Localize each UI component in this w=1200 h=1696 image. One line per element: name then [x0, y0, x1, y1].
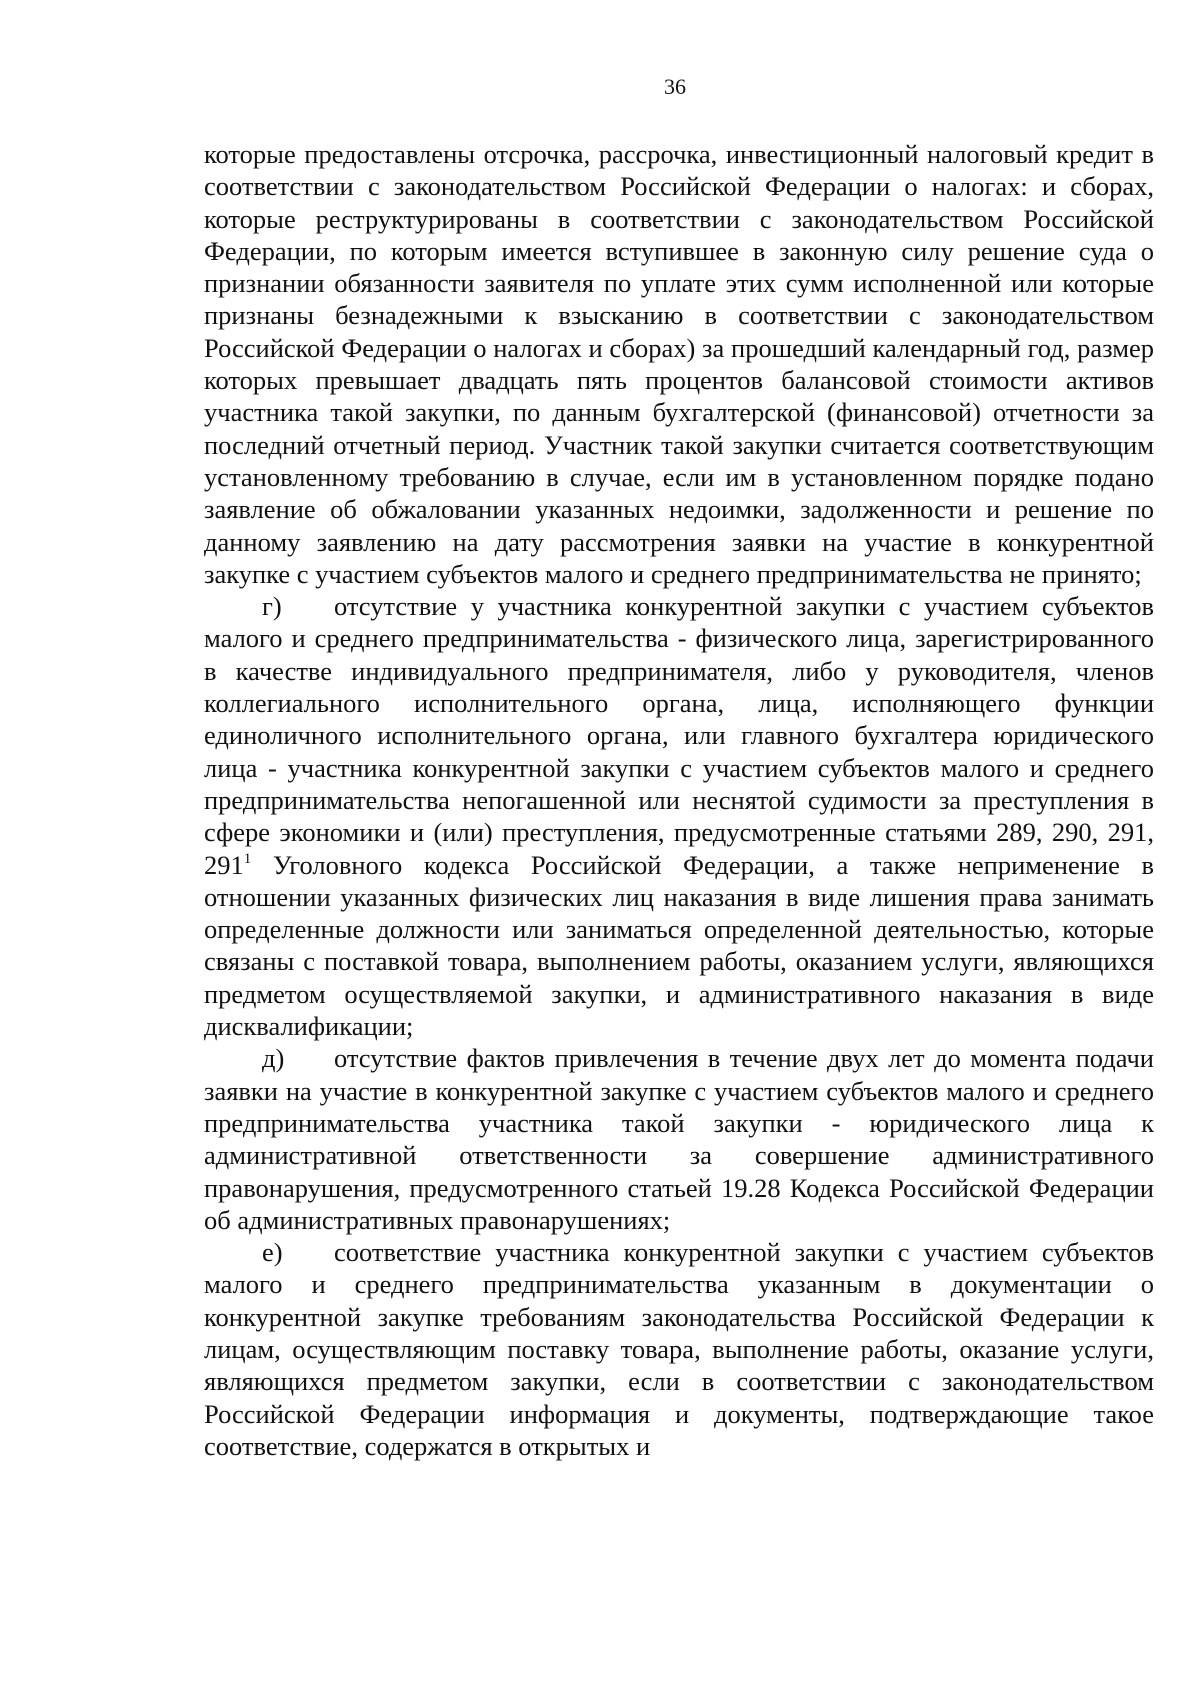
paragraph-text: отсутствие у участника конкурентной закупки с участием субъектов малого и среднего предпринимательства - физического лица, зарегистрированного в качестве индивидуального предпринимателя, либо у руководителя, членов коллегиального исполнительного органа, лица, исполняющего функции единоличного исполнительного органа, или главного бухгалтера юридического лица - участника конкурентной закупки с участием субъектов малого и среднего предпринимательства непогашенной или неснятой судимости за преступления в сфере экономики и (или) преступления, предусмотренные статьями 289, 290, 291, 291 — [204, 591, 1154, 880]
paragraph-text: отсутствие фактов привлечения в течение двух лет до момента подачи заявки на участие в конкурентной закупке с участием субъектов малого и среднего предпринимательства участника такой закупки - юридического лица к административной ответственности за совершение административного правонарушения, предусмотренного статьей 19.28 Кодекса Российской Федерации об административных правонарушениях; — [204, 1043, 1154, 1235]
paragraph-item-g — [204, 590, 1154, 1042]
paragraph-item-e — [204, 1236, 1154, 1462]
superscript-index: 1 — [243, 850, 252, 867]
paragraph-text: которые предоставлены отсрочка, рассрочка, инвестиционный налоговый кредит в соответствии с законодательством Российской Федерации о налогах: и сборах, которые реструктурированы в соответствии с законодательством Российской Федерации, по которым имеется вступившее в законную силу решение суда о признании обязанности заявителя по уплате этих сумм исполненной или которые признаны безнадежными к взысканию в соответствии с законодательством Российской Федерации о налогах и сборах) за прошедший календарный год, размер которых превышает двадцать пять процентов балансовой стоимости активов участника такой закупки, по данным бухгалтерской (финансовой) отчетности за последний отчетный период. Участник такой закупки считается соответствующим установленному требованию в случае, если им в установленном порядке подано заявление об обжаловании указанных недоимки, задолженности и решение по данному заявлению на дату рассмотрения заявки на участие в конкурентной закупке с участием субъектов малого и среднего предпринимательства не принято; — [204, 139, 1154, 589]
document-body — [204, 138, 1154, 1462]
list-marker: е) — [262, 1237, 283, 1268]
list-marker: д) — [262, 1043, 285, 1074]
paragraph-text-after: Уголовного кодекса Российской Федерации, а также неприменение в отношении указанных физических лиц наказания в виде лишения права занимать определенные должности или заниматься определенной деятельностью, которые связаны с поставкой товара, выполнением работы, оказанием услуги, являющихся предметом осуществляемой закупки, и административного наказания в виде дисквалификации; — [204, 849, 1154, 1042]
paragraph-item-d — [204, 1042, 1154, 1236]
list-marker: г) — [262, 591, 282, 622]
paragraph-continuation — [204, 138, 1154, 590]
paragraph-text: соответствие участника конкурентной закупки с участием субъектов малого и среднего предпринимательства указанным в документации о конкурентной закупке требованиям законодательства Российской Федерации к лицам, осуществляющим поставку товара, выполнение работы, оказание услуги, являющихся предметом закупки, если в соответствии с законодательством Российской Федерации информация и документы, подтверждающие такое соответствие, содержатся в открытых и — [204, 1237, 1154, 1461]
page-number: 36 — [664, 74, 686, 99]
